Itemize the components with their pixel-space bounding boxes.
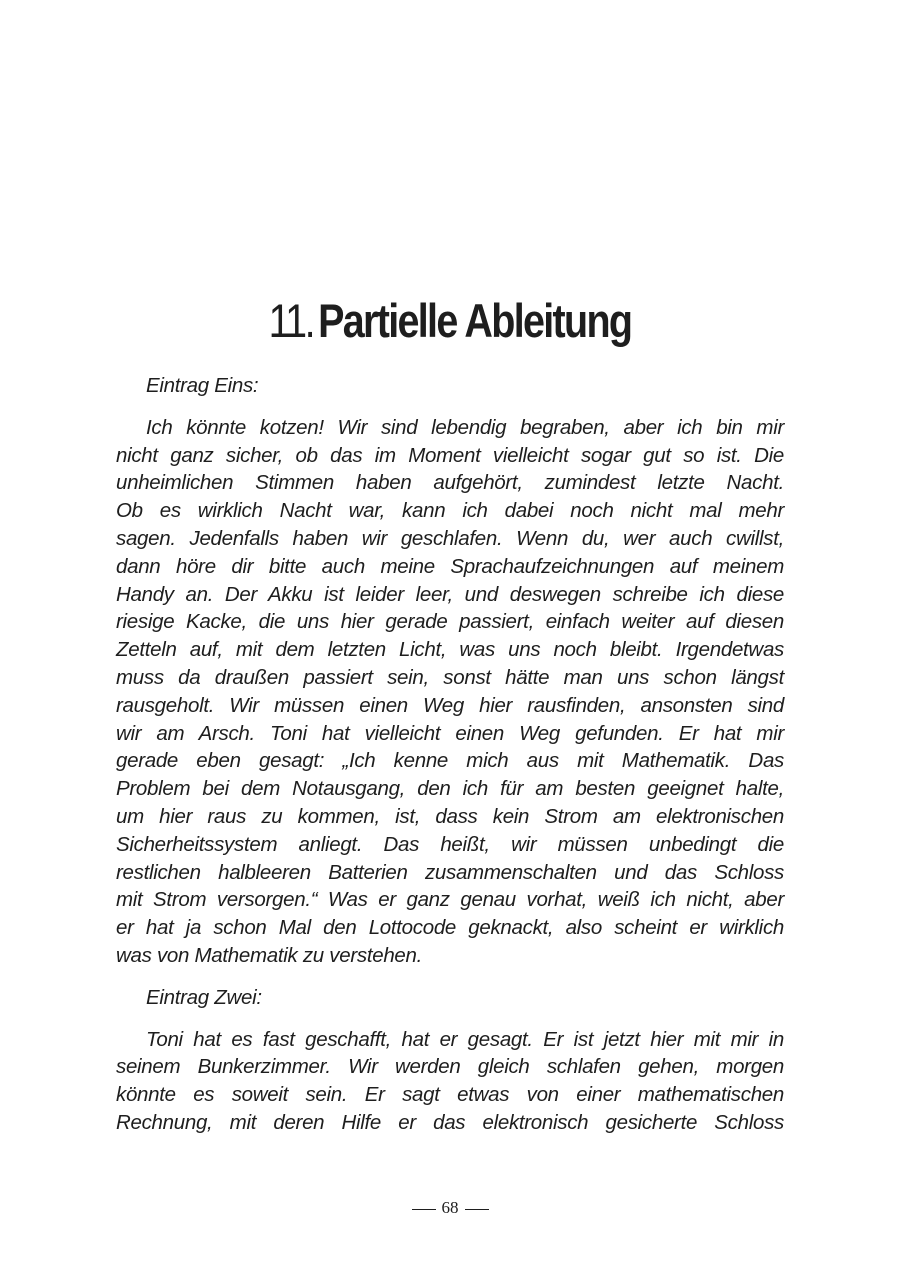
text-line: riesige Kacke, die uns hier gerade passiert, einfach weiter auf diesen <box>116 610 784 634</box>
text-line: was von Mathematik zu verstehen. <box>116 943 423 967</box>
entry-one-heading: Eintrag Eins: <box>146 374 259 397</box>
text-line: Handy an. Der Akku ist leider leer, und deswegen schreibe ich diese <box>116 582 784 606</box>
text-line: um hier raus zu kommen, ist, dass kein Strom am elektronischen <box>116 804 784 828</box>
entry-two-heading: Eintrag Zwei: <box>146 985 262 1009</box>
text-line: seinem Bunkerzimmer. Wir werden gleich schlafen gehen, morgen <box>116 1055 784 1079</box>
text-line: dann höre dir bitte auch meine Sprachaufzeichnungen auf meinem <box>116 554 784 578</box>
entry-two-paragraph <box>116 1026 784 1137</box>
chapter-body <box>116 372 784 1151</box>
chapter-title <box>72 290 828 352</box>
text-line: Sicherheitssystem anliegt. Das heißt, wir müssen unbedingt die <box>116 832 784 856</box>
footer-dash-right <box>465 1209 489 1210</box>
text-line: nicht ganz sicher, ob das im Moment vielleicht sogar gut so ist. Die <box>116 443 784 467</box>
page-number: 68 <box>441 1198 459 1217</box>
text-line: Problem bei dem Notausgang, den ich für am besten geeignet halte, <box>116 777 784 801</box>
text-line: könnte es soweit sein. Er sagt etwas von einer mathematischen <box>116 1083 784 1107</box>
text-line: Toni hat es fast geschafft, hat er gesagt. Er ist jetzt hier mit mir in <box>146 1027 784 1051</box>
text-line: wir am Arsch. Toni hat vielleicht einen Weg gefunden. Er hat mir <box>116 721 784 745</box>
text-line: unheimlichen Stimmen haben aufgehört, zumindest letzte Nacht. <box>116 471 784 495</box>
page-footer <box>0 1196 900 1220</box>
text-line: Ob es wirklich Nacht war, kann ich dabei noch nicht mal mehr <box>116 499 784 523</box>
footer-dash-left <box>412 1209 436 1210</box>
text-line: Zetteln auf, mit dem letzten Licht, was uns noch bleibt. Irgendetwas <box>116 638 784 662</box>
text-line: muss da draußen passiert sein, sonst hätte man uns schon längst <box>116 665 784 689</box>
text-line: er hat ja schon Mal den Lottocode geknackt, also scheint er wirklich <box>116 916 784 940</box>
text-line: mit Strom versorgen.“ Was er ganz genau vorhat, weiß ich nicht, aber <box>116 888 784 912</box>
text-line: restlichen halbleeren Batterien zusammenschalten und das Schloss <box>116 860 784 884</box>
chapter-number: 11. <box>268 294 314 347</box>
text-line: rausgeholt. Wir müssen einen Weg hier rausfinden, ansonsten sind <box>116 693 784 717</box>
text-line: Rechnung, mit deren Hilfe er das elektronisch gesicherte Schloss <box>116 1110 784 1134</box>
chapter-title-text: Partielle Ableitung <box>318 294 632 347</box>
text-line: Ich könnte kotzen! Wir sind lebendig begraben, aber ich bin mir <box>146 415 784 439</box>
text-line: gerade eben gesagt: „Ich kenne mich aus mit Mathematik. Das <box>116 749 784 773</box>
text-line: sagen. Jedenfalls haben wir geschlafen. Wenn du, wer auch cwillst, <box>116 526 784 550</box>
entry-one-paragraph <box>116 414 784 970</box>
